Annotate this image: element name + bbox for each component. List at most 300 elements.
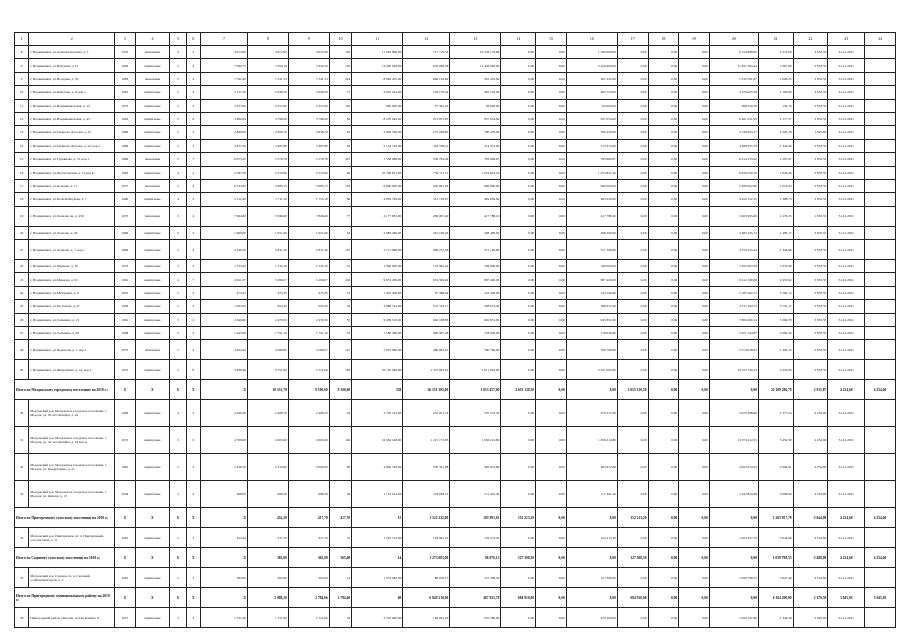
table-cell: 127 308,30 [566,568,617,588]
column-number-header: 12 [403,33,450,46]
row-number: 13 [15,126,29,139]
table-cell: 0,00 [501,46,536,59]
deadline-cell [865,99,896,112]
table-cell: 0,00 [617,99,648,112]
address-cell: г. Владикавказ, ул.Владикавказская, д. 43 [29,112,115,125]
table-cell: 31.12.2021 [828,400,865,427]
deadline-cell [865,273,896,286]
row-number: 21 [15,240,29,260]
row-number: 30 [15,400,29,427]
deadline-cell [865,153,896,166]
table-cell: 0,00 [679,568,710,588]
table-cell: кирпичные [135,427,170,454]
table-cell: 1 755,10 [288,193,329,206]
table-cell: 1 074 823,10 [566,166,617,179]
table-cell: 2 [170,300,186,313]
table-cell: 97 388,49 [403,286,450,299]
table-cell: панельные [135,206,170,226]
table-cell: 0,00 [536,139,567,152]
table-cell: 5 579,79 [247,153,288,166]
table-cell: 365,00 [288,548,329,568]
table-cell: 0,00 [617,528,648,548]
table-cell: 1972 [115,427,135,454]
table-cell: 3 833,55 [793,286,828,299]
row-number: 18 [15,193,29,206]
table-cell: 0,00 [536,99,567,112]
table-cell: 7 536 088,00 [352,153,403,166]
table-cell: 4 003,60 [247,427,288,454]
table-cell: 0,00 [679,380,710,400]
table-cell: 0,00 [709,548,758,568]
column-number-header: 14 [501,33,536,46]
table-cell: 637 054,00 [566,112,617,125]
table-cell: 55 [329,313,351,326]
table-cell: 4 254,60 [793,427,828,454]
table-cell: 57 305,22 [403,99,450,112]
table-cell: 3 833,55 [793,139,828,152]
table-cell: 1986 [115,139,135,152]
address-cell: г. Владикавказ, ул.Леонова, д. 6б [29,226,115,239]
table-cell: 3 317 444,73 [709,300,758,313]
table-cell: 31.12.2021 [828,240,865,260]
table-cell: 0,00 [648,300,679,313]
table-cell: 1 679,40 [758,260,793,273]
table-cell: кирпичные [135,313,170,326]
table-cell: 4 [186,240,200,260]
table-cell: 105 [329,46,351,59]
table-cell: 0,00 [617,72,648,85]
deadline-cell [865,360,896,380]
row-number: 28 [15,340,29,360]
deadline-cell [865,340,896,360]
table-cell: 398 672,40 [566,300,617,313]
table-cell: кирпичные [135,193,170,206]
deadline-cell [865,179,896,192]
column-number-header: 22 [793,33,828,46]
table-cell: 0,00 [679,139,710,152]
table-cell: 0,00 [536,481,567,508]
table-cell: 571 100,80 [450,240,501,260]
table-cell: 103 991,01 [403,528,450,548]
table-cell: 485 659,00 [566,193,617,206]
table-cell: 0,00 [679,313,710,326]
table-cell: 0,00 [617,166,648,179]
table-cell: 361 245,00 [450,72,501,85]
address-cell: г. Владикавказ, ул.Генерала Дзусова, д. 22, кор.1 [29,139,115,152]
deadline-cell [865,72,896,85]
table-cell: кирпичные [135,166,170,179]
column-number-header: 3 [115,33,135,46]
table-cell: 7 650,19 [247,59,288,72]
address-cell: г. Владикавказ, ул.Ватутина, д.72 [29,59,115,72]
table-cell: 4 836 728,00 [352,454,403,481]
table-cell: 11 847 264,42 [709,59,758,72]
table-cell: 152 213,20 [617,508,648,528]
table-cell: 1 522 132,00 [352,528,403,548]
table-cell: 1 945,90 [200,327,247,340]
table-cell: 0,00 [501,528,536,548]
table-cell: 3 702 723,00 [352,400,403,427]
table-cell: 13 374 412,55 [709,427,758,454]
row-number: 23 [15,273,29,286]
table-cell: 0,00 [536,126,567,139]
row-number: 33 [15,481,29,508]
table-cell: 0,00 [536,568,567,588]
table-cell: 199 000,00 [450,260,501,273]
table-cell: 1 636 214,80 [566,427,617,454]
table-cell: 0,00 [648,568,679,588]
table-cell: 513 413,00 [566,139,617,152]
table-cell: 0,00 [536,273,567,286]
table-cell: 31.12.2021 [828,193,865,206]
table-cell: 0,00 [679,112,710,125]
table-cell: 718 036,90 [566,327,617,340]
table-cell: 879 060,58 [403,59,450,72]
table-row [15,400,896,427]
table-cell: 2 [186,286,200,299]
table-cell: 0,00 [648,454,679,481]
table-cell: 10 376 176,68 [450,46,501,59]
table-cell: 4 254,60 [793,400,828,427]
deadline-cell [865,126,896,139]
table-cell: 31.12.2021 [828,46,865,59]
table-cell: X [200,508,247,528]
deadline-cell [865,112,896,125]
table-cell: 474,35 [200,286,247,299]
table-cell: 452,20 [247,508,288,528]
column-number-header: 20 [709,33,758,46]
table-cell: 2 940,50 [247,86,288,99]
table-cell: 1 721,60 [247,608,288,628]
table-cell: 0,00 [648,126,679,139]
table-cell: 483 672,80 [450,454,501,481]
table-cell: 2 [186,300,200,313]
table-cell: 0,00 [536,112,567,125]
table-cell: 3 833,55 [793,300,828,313]
table-cell: 0,00 [536,313,567,326]
table-cell: 5 751,00 [247,360,288,380]
table-cell: 4 [186,166,200,179]
table-cell: 3 [186,608,200,628]
table-cell: 160 932,20 [403,608,450,628]
table-cell: 840 000,00 [352,99,403,112]
table-cell: 118 638,12 [403,481,450,508]
table-cell: 86 [329,193,351,206]
table-cell: 1983 [115,72,135,85]
table-cell: 4 586,07 [288,340,329,360]
table-cell: 235 560,00 [450,608,501,628]
table-cell: 1 [186,139,200,152]
table-cell: 2 858,70 [247,126,288,139]
table-cell: 3 833,55 [793,72,828,85]
table-cell: 31.12.2021 [828,99,865,112]
deadline-cell [865,427,896,454]
column-number-header: 7 [200,33,247,46]
table-cell: 4 [186,206,200,226]
table-cell: 4 921,57 [200,273,247,286]
table-cell: 734 711,71 [403,166,450,179]
table-cell: 2 436,70 [200,454,247,481]
table-cell: 1955 [115,286,135,299]
table-cell: 7 964,60 [200,206,247,226]
table-cell: 0,00 [617,126,648,139]
table-cell: 0,00 [536,179,567,192]
table-cell: 0,00 [648,179,679,192]
table-cell: 9 100,60 [288,380,329,400]
row-number: 8 [15,46,29,59]
table-cell: 2 [186,481,200,508]
table-cell: 2 860,00 [200,126,247,139]
table-cell: 0,00 [679,153,710,166]
table-cell: 668,00 [200,481,247,508]
table-cell: 513 413,00 [450,139,501,152]
table-cell: 0,00 [536,206,567,226]
table-cell: 5 [170,126,186,139]
table-cell: 135 995,42 [403,260,450,273]
table-cell: 127 308,30 [617,548,648,568]
table-cell: 450 607,94 [403,179,450,192]
table-cell: 3 833,55 [793,112,828,125]
deadline-cell [865,608,896,628]
column-number-header: 13 [450,33,501,46]
table-cell: 1 093,78 [758,126,793,139]
table-cell: 0,00 [617,226,648,239]
table-cell: 0,00 [648,112,679,125]
table-cell: 5 [186,193,200,206]
table-cell: 0,00 [617,481,648,508]
table-cell: 5 971 744,87 [709,327,758,340]
table-cell: 31.12.2021 [828,481,865,508]
table-cell: 3 833,55 [793,166,828,179]
table-cell: 0,00 [617,112,648,125]
address-cell: г. Владикавказ, ул.Гурьянова, д. 5т, кор.1 [29,153,115,166]
table-cell: 31.12.2021 [828,153,865,166]
table-cell: 9 458 510,00 [352,313,403,326]
table-cell: кирпичные [135,260,170,273]
table-cell: 4 [186,340,200,360]
table-cell: 668,30 [247,481,288,508]
row-number: 36 [15,608,29,628]
table-cell: 5 [170,112,186,125]
table-cell: 6 461 021,95 [709,112,758,125]
table-cell: 1 990 000,00 [352,260,403,273]
table-row [15,528,896,548]
table-cell: 0,00 [536,72,567,85]
table-cell: 7 866 460,14 [709,313,758,326]
table-cell: 2 000,00 [288,454,329,481]
table-cell: 0,00 [679,240,710,260]
table-cell: 0,00 [536,193,567,206]
table-cell: 1 190,80 [758,86,793,99]
table-cell: 1 655 004,58 [709,260,758,273]
table-cell: 0,00 [501,400,536,427]
table-cell: 717 719,32 [403,46,450,59]
table-cell: 3 833,55 [793,193,828,206]
table-cell: 0,00 [536,286,567,299]
row-number: 19 [15,206,29,226]
table-cell: 272 316,17 [403,300,450,313]
table-cell: 370 272,30 [450,400,501,427]
table-cell: кирпичные [135,126,170,139]
table-cell: 0,00 [679,166,710,179]
table-row [15,340,896,360]
table-cell: 1 791,10 [288,327,329,340]
subtotal-label: Итого по Притеречному сельскому поселению на 2019 г.: [15,508,115,528]
row-number: 17 [15,179,29,192]
deadline-cell [865,568,896,588]
table-cell: 0,00 [501,260,536,273]
table-cell: 0,00 [648,380,679,400]
table-cell: 0,00 [536,400,567,427]
table-cell: 417,70 [247,528,288,548]
table-cell: 0,00 [501,454,536,481]
table-cell: 1 425 499,00 [352,286,403,299]
table-cell: 5 489 092,96 [709,179,758,192]
table-cell: 31.12.2021 [828,139,865,152]
column-number-header: 23 [828,33,865,46]
deadline-cell [865,46,896,59]
table-cell: 86 976,15 [450,548,501,568]
table-cell: 987 420,00 [566,273,617,286]
address-cell: г. Владикавказ, ул.Маркова, д. 32 [29,260,115,273]
table-cell: 5 985,73 [247,179,288,192]
table-cell: 3 833,55 [793,240,828,260]
table-cell: панельные [135,72,170,85]
table-row [15,226,896,239]
table-cell: 3 [186,126,200,139]
table-cell: 0,00 [648,588,679,608]
row-number: 32 [15,454,29,481]
column-number-header: 21 [758,33,793,46]
table-cell: 0,00 [648,139,679,152]
table-cell: 156 [329,59,351,72]
table-cell: 14 [352,548,403,568]
table-cell: 0,00 [617,86,648,99]
table-cell: 31.12.2021 [828,126,865,139]
table-cell: 0,00 [648,400,679,427]
table-cell: 417 788,10 [566,206,617,226]
table-cell: 7 607 660,00 [352,340,403,360]
table-row [15,166,896,179]
table-cell: 7 180 369,00 [352,327,403,340]
table-cell: 1 003,50 [200,300,247,313]
table-cell: 218 178,42 [403,86,450,99]
table-cell: 398 672,40 [450,300,501,313]
table-cell: 0,00 [679,360,710,380]
table-cell: 698 610,78 [709,99,758,112]
table-cell: 3 798,20 [247,112,288,125]
column-number-header: 5 [170,33,186,46]
table-cell: 0,00 [617,313,648,326]
table-cell: 5 257,00 [200,99,247,112]
table-row [15,112,896,125]
table-cell: 1969 [115,153,135,166]
table-row [15,608,896,628]
table-cell: 1963 [115,166,135,179]
address-cell: Моздокский р-н, Садовое сп, п. Садовый, ул.Механизаторов, д. 3 [29,568,115,588]
table-cell: 5 836,40 [200,360,247,380]
table-cell: 2 831,30 [247,240,288,260]
table-cell: 31.12.2021 [828,112,865,125]
table-cell: 6 214 233,00 [709,153,758,166]
table-cell: 1956 [115,300,135,313]
address-cell: Пригородный район, г.Беслан, ул.Ген.Плиева, 8 [29,608,115,628]
column-number-header: 6 [186,33,200,46]
table-cell: 7 990,77 [200,59,247,72]
row-number: 9 [15,72,29,85]
table-cell: 3 121,50 [200,86,247,99]
table-cell: 5 [170,240,186,260]
table-cell: 20 110 026,00 [352,360,403,380]
deadline-cell [865,300,896,313]
row-number: 16 [15,166,29,179]
table-cell: 2 374,60 [758,46,793,59]
table-cell: 0,00 [648,286,679,299]
table-cell: 152 213,20 [566,528,617,548]
table-cell: кирпичные [135,454,170,481]
table-cell: 2 [170,568,186,588]
table-cell: 5 579,70 [288,153,329,166]
table-cell: 3 [170,260,186,273]
table-cell: 0,00 [501,206,536,226]
table-cell: 0,00 [679,327,710,340]
table-cell: 273 228,83 [403,126,450,139]
table-cell: 0,00 [617,360,648,380]
table-cell: 171 491,40 [450,481,501,508]
table-cell: 8 939 030,10 [709,166,758,179]
table-cell: 390 272,56 [403,240,450,260]
table-cell: 5 [170,427,186,454]
table-cell: 0,00 [617,340,648,360]
table-cell: 0,00 [648,99,679,112]
table-cell: 16 723 120,33 [709,360,758,380]
table-cell: 1 297,67 [758,153,793,166]
table-cell: 0,00 [648,72,679,85]
table-cell: 571 100,80 [566,240,617,260]
table-cell: 1 813 457,00 [450,380,501,400]
table-cell: 0,00 [501,327,536,340]
table-cell: 0,00 [536,226,567,239]
table-cell: 1 265 927,79 [758,508,793,528]
table-cell: 2 011 002,60 [566,360,617,380]
table-cell: 1968 [115,327,135,340]
table-cell: 0,00 [617,286,648,299]
table-cell: 0,00 [648,59,679,72]
table-cell: 31.12.2021 [828,300,865,313]
table-cell: 0,00 [648,313,679,326]
table-cell: 1 215 172,95 [403,427,450,454]
table-cell: 3 833,55 [793,179,828,192]
table-cell: 4 [186,59,200,72]
table-row [15,273,896,286]
table-cell: 1 651,60 [288,226,329,239]
table-cell: 3 450,30 [758,427,793,454]
table-cell: 3 945,05 [828,588,865,608]
table-cell: 1 [186,568,200,588]
table-row [15,286,896,299]
table-cell: 2 485 245,74 [709,226,758,239]
table-cell: 1 090,25 [758,72,793,85]
table-cell: 3 [186,454,200,481]
table-cell: 1 651,60 [247,226,288,239]
table-cell: 4 254,60 [793,481,828,508]
table-row [15,568,896,588]
table-row [15,86,896,99]
table-cell: 3 833,55 [793,86,828,99]
table-cell: 1 961,80 [758,59,793,72]
table-cell: 0,00 [617,400,648,427]
table-cell: 84 000,00 [450,99,501,112]
